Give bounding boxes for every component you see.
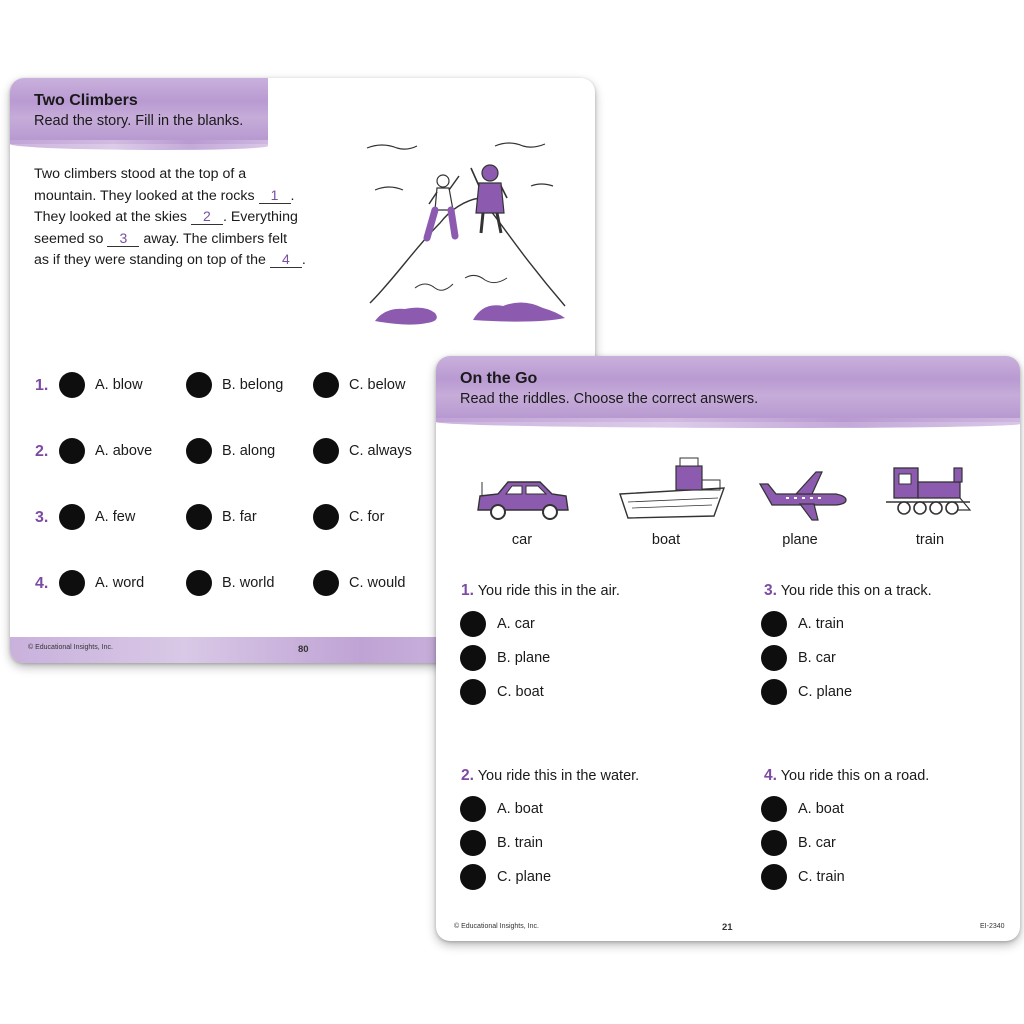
answer-bubble-1c[interactable] — [460, 679, 486, 705]
answer-bubble-4a[interactable] — [59, 570, 85, 596]
riddle-number: 1. — [461, 582, 474, 599]
answer-option-4b: B. world — [222, 575, 275, 591]
answer-option-1b: B. plane — [497, 650, 551, 666]
answer-bubble-4b[interactable] — [761, 830, 787, 856]
plane-picture — [756, 466, 848, 522]
answer-option-4c: C. train — [798, 869, 845, 885]
story-text: Two climbers stood at the top of a mountain. They looked at the rocks 1 . They looked at the skies 2 . Everything seemed so 3 away. The climbers felt as if they were standing on top of the 4 . — [34, 166, 306, 268]
question-number: 4. — [35, 575, 49, 592]
card-title: On the Go — [460, 370, 538, 387]
riddle-number: 3. — [764, 582, 777, 599]
header-band — [436, 356, 1020, 422]
blank-3: 3 — [107, 231, 139, 247]
riddle-text: You ride this on a road. — [780, 768, 930, 784]
boat-picture — [618, 456, 726, 522]
answer-option-2a: A. above — [95, 443, 153, 459]
answer-bubble-3b[interactable] — [761, 645, 787, 671]
answer-option-1a: A. car — [497, 616, 535, 632]
riddle-text: You ride this in the air. — [477, 583, 620, 599]
answer-option-4a: A. boat — [798, 801, 844, 817]
answer-bubble-1b[interactable] — [186, 372, 212, 398]
answer-option-2c: C. plane — [497, 869, 552, 885]
answer-option-3c: C. for — [349, 509, 385, 525]
riddle-text: You ride this in the water. — [477, 768, 640, 784]
product-code: EI-2340 — [980, 923, 1005, 930]
car-picture — [476, 476, 572, 522]
answer-option-3a: A. train — [798, 616, 844, 632]
card-instructions: Read the riddles. Choose the correct answers. — [460, 391, 759, 407]
answer-bubble-2a[interactable] — [59, 438, 85, 464]
answer-option-2c: C. always — [349, 443, 412, 459]
question-number: 1. — [35, 377, 49, 394]
answer-option-4b: B. car — [798, 835, 836, 851]
answer-bubble-4c[interactable] — [761, 864, 787, 890]
answer-bubble-3b[interactable] — [186, 504, 212, 530]
blank-2: 2 — [191, 209, 223, 225]
answer-option-4a: A. word — [95, 575, 145, 591]
riddle-number: 2. — [461, 767, 474, 784]
question-number: 2. — [35, 443, 49, 460]
answer-option-1c: C. boat — [497, 684, 544, 700]
riddle-text: You ride this on a track. — [780, 583, 932, 599]
footer-copyright: © Educational Insights, Inc. — [28, 644, 113, 651]
answer-bubble-1a[interactable] — [460, 611, 486, 637]
answer-option-3b: B. car — [798, 650, 836, 666]
answer-option-2b: B. train — [497, 835, 543, 851]
answer-bubble-2c[interactable] — [460, 864, 486, 890]
answer-option-4c: C. would — [349, 575, 406, 591]
answer-bubble-2c[interactable] — [313, 438, 339, 464]
picture-label-boat: boat — [651, 532, 681, 548]
header-band — [10, 78, 268, 144]
picture-label-plane: plane — [782, 532, 818, 548]
train-picture — [884, 462, 974, 522]
answer-option-3b: B. far — [222, 509, 257, 525]
answer-bubble-4b[interactable] — [186, 570, 212, 596]
blank-1: 1 — [259, 188, 291, 204]
picture-label-car: car — [511, 532, 533, 548]
answer-option-1a: A. blow — [95, 377, 143, 393]
answer-bubble-2b[interactable] — [186, 438, 212, 464]
answer-bubble-2a[interactable] — [460, 796, 486, 822]
page-number: 80 — [298, 644, 309, 655]
answer-bubble-3a[interactable] — [761, 611, 787, 637]
answer-bubble-3a[interactable] — [59, 504, 85, 530]
answer-bubble-1b[interactable] — [460, 645, 486, 671]
answer-bubble-1c[interactable] — [313, 372, 339, 398]
answer-option-2a: A. boat — [497, 801, 543, 817]
picture-label-train: train — [915, 532, 945, 548]
answer-option-3a: A. few — [95, 509, 136, 525]
mountain-climbers-illustration — [355, 128, 575, 333]
answer-bubble-2b[interactable] — [460, 830, 486, 856]
card-instructions: Read the story. Fill in the blanks. — [34, 113, 244, 129]
answer-bubble-4c[interactable] — [313, 570, 339, 596]
answer-option-1c: C. below — [349, 377, 406, 393]
answer-bubble-3c[interactable] — [313, 504, 339, 530]
answer-bubble-1a[interactable] — [59, 372, 85, 398]
question-number: 3. — [35, 509, 49, 526]
answer-bubble-3c[interactable] — [761, 679, 787, 705]
blank-4: 4 — [270, 252, 302, 268]
footer-copyright: © Educational Insights, Inc. — [454, 923, 539, 930]
answer-option-1b: B. belong — [222, 377, 284, 393]
answer-bubble-4a[interactable] — [761, 796, 787, 822]
card-title: Two Climbers — [34, 92, 138, 109]
riddle-number: 4. — [764, 767, 777, 784]
answer-option-3c: C. plane — [798, 684, 853, 700]
page-number: 21 — [722, 922, 733, 933]
worksheet-card-on-the-go — [436, 356, 1020, 941]
answer-option-2b: B. along — [222, 443, 276, 459]
